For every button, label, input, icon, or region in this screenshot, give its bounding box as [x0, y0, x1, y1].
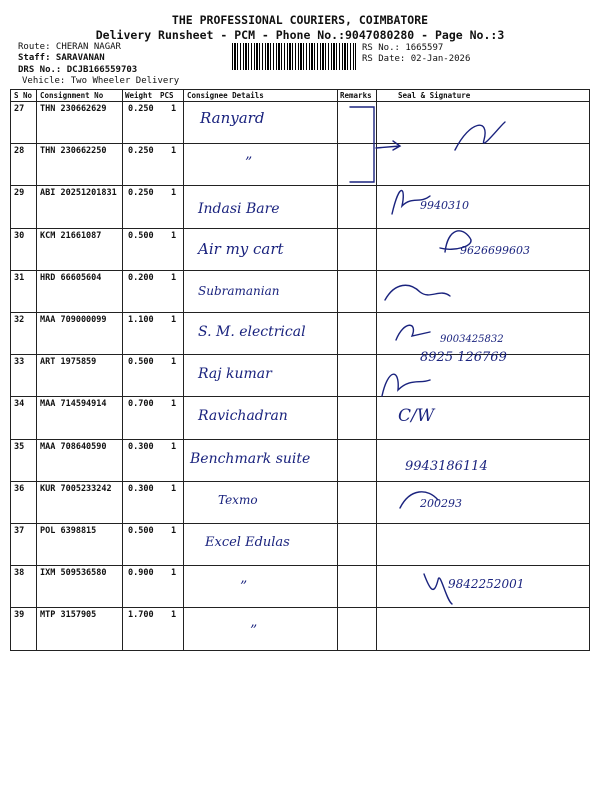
- row-divider: [10, 143, 590, 144]
- row-sno: 30: [14, 230, 25, 241]
- row-seal-handwriting: 9842252001: [448, 577, 525, 592]
- row-weight: 1.700: [128, 610, 154, 621]
- row-pcs: 1: [171, 399, 177, 410]
- staff-label: Staff: SARAVANAN: [18, 53, 105, 63]
- col-header-seal: Seal & Signature: [398, 91, 471, 100]
- row-consignee-handwriting: Benchmark suite: [190, 450, 311, 467]
- col-header-pcs: PCS: [160, 91, 174, 100]
- header-divider: [10, 101, 590, 102]
- row-consignment-no: POL 6398815: [40, 526, 97, 536]
- rs-number: RS No.: 1665597: [362, 43, 444, 53]
- row-consignment-no: MAA 714594914: [40, 399, 107, 410]
- row-consignment-no: THN 230662250: [40, 146, 107, 157]
- col-divider: [376, 89, 377, 651]
- col-divider: [122, 89, 123, 651]
- row-sno: 33: [14, 357, 25, 368]
- row-weight: 0.250: [128, 104, 154, 114]
- col-header-consignment: Consignment No: [40, 91, 104, 100]
- row-consignee-handwriting: ”: [240, 579, 248, 596]
- row-consignee-handwriting: Texmo: [218, 492, 258, 507]
- row-weight: 0.900: [128, 568, 154, 579]
- row-pcs: 1: [171, 568, 177, 579]
- row-consignment-no: ART 1975859: [40, 357, 97, 368]
- row-pcs: 1: [171, 441, 177, 452]
- row-pcs: 1: [171, 230, 177, 241]
- row-consignee-handwriting: ”: [250, 623, 258, 640]
- row-pcs: 1: [171, 483, 177, 494]
- row-seal-handwriting: 8925 126769: [420, 350, 507, 366]
- row-consignment-no: HRD 66605604: [40, 272, 102, 283]
- row-consignee-handwriting: S. M. electrical: [198, 324, 306, 340]
- row-seal-handwriting: 9003425832: [440, 334, 504, 345]
- row-divider: [10, 565, 590, 566]
- row-consignment-no: THN 230662629: [40, 104, 107, 114]
- row-sno: 35: [14, 441, 25, 452]
- row-consignment-no: KUR 7005233242: [40, 483, 112, 494]
- row-consignee-handwriting: Ranyard: [200, 109, 265, 127]
- row-consignment-no: KCM 21661087: [40, 230, 102, 241]
- row-weight: 0.500: [128, 230, 154, 241]
- row-consignee-handwriting: Ravichadran: [198, 408, 288, 425]
- row-sno: 38: [14, 568, 25, 579]
- row-sno: 39: [14, 610, 25, 621]
- col-header-consignee: Consignee Details: [187, 91, 264, 100]
- rs-date: RS Date: 02-Jan-2026: [362, 54, 471, 64]
- row-pcs: 1: [171, 315, 177, 325]
- row-consignment-no: MAA 708640590: [40, 441, 107, 452]
- row-sno: 34: [14, 399, 25, 410]
- row-consignee-handwriting: Raj kumar: [198, 366, 272, 383]
- row-divider: [10, 439, 590, 440]
- row-divider: [10, 270, 590, 271]
- col-divider: [183, 89, 184, 651]
- row-seal-handwriting: 9626699603: [460, 243, 530, 257]
- row-sno: 32: [14, 315, 25, 325]
- row-divider: [10, 185, 590, 186]
- row-consignee-handwriting: Air my cart: [198, 239, 284, 258]
- row-consignment-no: MTP 3157905: [40, 610, 97, 621]
- row-sno: 37: [14, 526, 25, 536]
- col-header-remarks: Remarks: [340, 91, 372, 100]
- row-consignment-no: IXM 509536580: [40, 568, 107, 579]
- row-pcs: 1: [171, 104, 177, 114]
- barcode: [232, 43, 356, 70]
- row-consignment-no: MAA 709000099: [40, 315, 107, 325]
- row-seal-handwriting: 9943186114: [405, 458, 488, 474]
- col-divider: [337, 89, 338, 651]
- row-divider: [10, 523, 590, 524]
- row-pcs: 1: [171, 146, 177, 157]
- row-sno: 27: [14, 104, 25, 114]
- row-pcs: 1: [171, 526, 177, 536]
- row-weight: 0.200: [128, 272, 154, 283]
- row-weight: 0.500: [128, 526, 154, 536]
- col-header-sno: S No: [14, 91, 33, 100]
- row-sno: 29: [14, 188, 25, 199]
- col-divider: [36, 89, 37, 651]
- row-seal-handwriting: 200293: [420, 496, 462, 510]
- row-sno: 36: [14, 483, 25, 494]
- row-consignee-handwriting: Subramanian: [198, 283, 280, 298]
- row-sno: 28: [14, 146, 25, 157]
- row-consignee-handwriting: Indasi Bare: [198, 201, 280, 218]
- row-sno: 31: [14, 272, 25, 283]
- row-weight: 0.250: [128, 188, 154, 199]
- col-header-weight: Weight: [125, 91, 153, 100]
- row-pcs: 1: [171, 188, 177, 199]
- row-pcs: 1: [171, 357, 177, 368]
- row-weight: 0.300: [128, 483, 154, 494]
- row-divider: [10, 607, 590, 608]
- drs-label: DRS No.: DCJB166559703: [18, 65, 138, 75]
- row-divider: [10, 396, 590, 397]
- vehicle-label: Vehicle: Two Wheeler Delivery: [22, 76, 180, 86]
- row-weight: 0.500: [128, 357, 154, 368]
- row-weight: 0.700: [128, 399, 154, 410]
- row-consignee-handwriting: ”: [245, 155, 253, 172]
- runsheet-table: [10, 89, 590, 651]
- row-pcs: 1: [171, 272, 177, 283]
- row-divider: [10, 312, 590, 313]
- row-divider: [10, 228, 590, 229]
- row-seal-handwriting: C/W: [398, 406, 435, 427]
- company-title: THE PROFESSIONAL COURIERS, COIMBATORE: [171, 13, 429, 27]
- row-weight: 0.300: [128, 441, 154, 452]
- row-divider: [10, 481, 590, 482]
- route-label: Route: CHERAN NAGAR: [18, 42, 121, 52]
- runsheet-subtitle: Delivery Runsheet - PCM - Phone No.:9047080280 - Page No.:3: [95, 28, 505, 42]
- row-consignee-handwriting: Excel Edulas: [205, 535, 290, 550]
- row-weight: 0.250: [128, 146, 154, 157]
- row-weight: 1.100: [128, 315, 154, 325]
- row-consignment-no: ABI 20251201831: [40, 188, 117, 199]
- row-seal-handwriting: 9940310: [420, 199, 469, 213]
- row-pcs: 1: [171, 610, 177, 621]
